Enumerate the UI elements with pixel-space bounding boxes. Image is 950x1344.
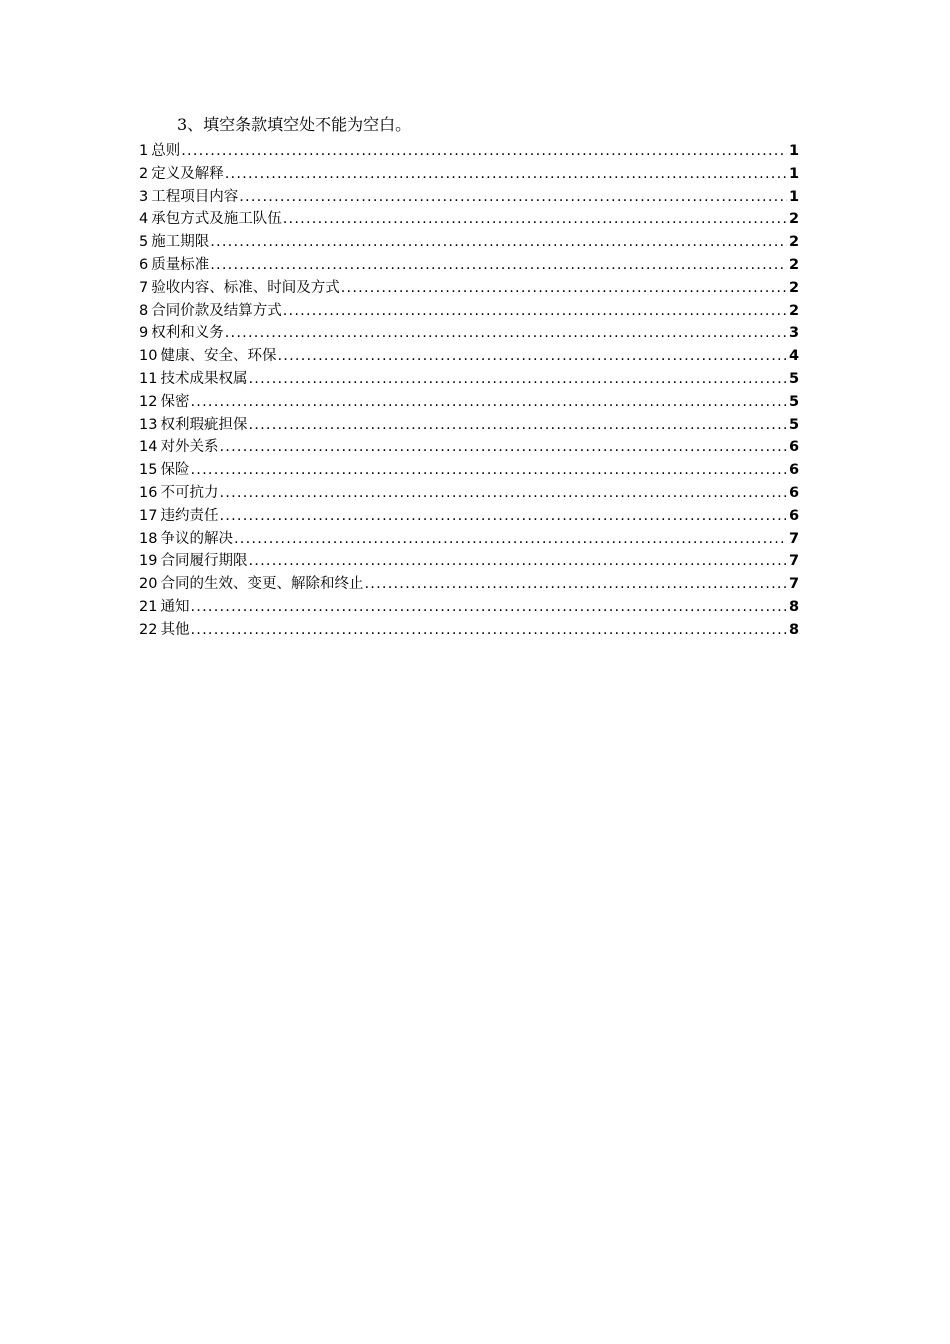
toc-entry-title: 施工期限 — [151, 234, 210, 251]
toc-dot-leader — [210, 254, 787, 277]
toc-entry-title: 保险 — [160, 462, 190, 479]
toc-entry-title: 合同的生效、变更、解除和终止 — [160, 576, 364, 593]
toc-entry-number: 21 — [139, 598, 158, 615]
toc-entry-title: 承包方式及施工队伍 — [151, 211, 282, 228]
toc-dot-leader — [341, 277, 787, 300]
toc-entry-number: 15 — [139, 462, 158, 479]
toc-dot-leader — [248, 368, 787, 391]
toc-entry-page: 3 — [789, 325, 800, 342]
toc-entry-title: 合同价款及结算方式 — [151, 302, 282, 319]
toc-entry-title: 质量标准 — [151, 256, 210, 273]
toc-entry-number: 18 — [139, 530, 158, 547]
toc-entry-number: 13 — [139, 416, 158, 433]
toc-entry-page: 8 — [789, 621, 800, 638]
toc-entry-number: 19 — [139, 553, 158, 570]
toc-entry-title: 通知 — [160, 598, 190, 615]
toc-entry-title: 合同履行期限 — [160, 553, 248, 570]
toc-entry-number: 11 — [139, 370, 158, 387]
toc-entry-title: 总则 — [151, 143, 181, 159]
toc-entry-number: 17 — [139, 507, 158, 524]
toc-dot-leader — [364, 573, 787, 596]
toc-entry-page: 6 — [789, 484, 800, 501]
toc-dot-leader — [277, 345, 787, 368]
toc-dot-leader — [190, 459, 787, 482]
toc-entry-title: 违约责任 — [160, 507, 219, 524]
toc-dot-leader — [190, 619, 787, 642]
toc-entry[interactable] — [139, 436, 799, 459]
toc-entry-page: 7 — [789, 530, 800, 547]
toc-entry-page: 2 — [789, 234, 800, 251]
toc-entry-title: 保密 — [160, 393, 190, 410]
toc-entry[interactable] — [139, 505, 799, 528]
toc-entry-number: 10 — [139, 348, 158, 365]
toc-entry-title: 验收内容、标准、时间及方式 — [151, 279, 340, 296]
toc-dot-leader — [190, 596, 787, 619]
toc-entry[interactable] — [139, 300, 799, 323]
toc-entry-number: 5 — [139, 234, 149, 251]
toc-entry-title: 不可抗力 — [160, 484, 219, 501]
toc-entry-number: 12 — [139, 393, 158, 410]
intro-paragraph: 3、填空条款填空处不能为空白。 — [177, 115, 412, 134]
toc-entry-number: 2 — [139, 165, 149, 182]
toc-entry-page: 7 — [789, 553, 800, 570]
toc-entry-page: 1 — [789, 143, 800, 159]
toc-entry[interactable] — [139, 596, 799, 619]
toc-entry-page: 6 — [789, 462, 800, 479]
toc-entry-page: 1 — [789, 188, 800, 205]
toc-entry[interactable] — [139, 550, 799, 573]
toc-dot-leader — [219, 482, 787, 505]
toc-entry-title: 健康、安全、环保 — [160, 348, 277, 365]
toc-dot-leader — [181, 140, 787, 163]
toc-entry-number: 3 — [139, 188, 149, 205]
toc-entry-number: 14 — [139, 439, 158, 456]
toc-dot-leader — [248, 414, 787, 437]
toc-entry[interactable] — [139, 254, 799, 277]
toc-entry-title: 权利和义务 — [151, 325, 224, 342]
toc-entry-page: 2 — [789, 279, 800, 296]
toc-entry-page: 5 — [789, 370, 800, 387]
toc-entry-page: 4 — [789, 348, 800, 365]
toc-entry-page: 6 — [789, 439, 800, 456]
toc-entry-number: 16 — [139, 484, 158, 501]
toc-entry-title: 对外关系 — [160, 439, 219, 456]
toc-entry[interactable] — [139, 573, 799, 596]
toc-entry-title: 争议的解决 — [160, 530, 233, 547]
toc-dot-leader — [219, 505, 787, 528]
toc-entry-page: 2 — [789, 211, 800, 228]
toc-dot-leader — [283, 300, 787, 323]
toc-entry-number: 4 — [139, 211, 149, 228]
toc-entry-number: 20 — [139, 576, 158, 593]
toc-entry-number: 9 — [139, 325, 149, 342]
toc-dot-leader — [225, 322, 787, 345]
toc-entry-page: 7 — [789, 576, 800, 593]
toc-dot-leader — [210, 231, 787, 254]
toc-entry-page: 5 — [789, 393, 800, 410]
toc-entry-page: 5 — [789, 416, 800, 433]
toc-entry[interactable] — [139, 345, 799, 368]
toc-entry[interactable] — [139, 459, 799, 482]
toc-entry[interactable] — [139, 368, 799, 391]
toc-entry[interactable] — [139, 528, 799, 551]
toc-dot-leader — [239, 186, 787, 209]
toc-entry-number: 8 — [139, 302, 149, 319]
toc-entry-title: 其他 — [160, 621, 190, 638]
table-of-contents — [139, 140, 799, 642]
toc-entry[interactable] — [139, 619, 799, 642]
toc-entry-page: 1 — [789, 165, 800, 182]
toc-entry-number: 7 — [139, 279, 149, 296]
toc-entry[interactable] — [139, 482, 799, 505]
toc-entry-page: 8 — [789, 598, 800, 615]
toc-entry-title: 定义及解释 — [151, 165, 224, 182]
toc-entry[interactable] — [139, 231, 799, 254]
toc-entry[interactable] — [139, 322, 799, 345]
toc-dot-leader — [225, 163, 787, 186]
toc-entry-page: 2 — [789, 256, 800, 273]
toc-entry[interactable] — [139, 163, 799, 186]
toc-entry-title: 工程项目内容 — [151, 188, 239, 205]
toc-dot-leader — [190, 391, 787, 414]
toc-entry[interactable] — [139, 277, 799, 300]
toc-entry[interactable] — [139, 391, 799, 414]
toc-entry-page: 2 — [789, 302, 800, 319]
toc-dot-leader — [283, 208, 787, 231]
toc-entry-number: 22 — [139, 621, 158, 638]
toc-entry[interactable] — [139, 140, 799, 163]
toc-entry-number: 6 — [139, 256, 149, 273]
toc-entry-number: 1 — [139, 143, 149, 159]
toc-dot-leader — [219, 436, 787, 459]
toc-dot-leader — [248, 550, 787, 573]
toc-dot-leader — [234, 528, 787, 551]
toc-entry-page: 6 — [789, 507, 800, 524]
toc-entry[interactable] — [139, 414, 799, 437]
toc-entry-title: 技术成果权属 — [160, 370, 248, 387]
toc-entry-title: 权利瑕疵担保 — [160, 416, 248, 433]
toc-entry[interactable] — [139, 208, 799, 231]
toc-entry[interactable] — [139, 186, 799, 209]
